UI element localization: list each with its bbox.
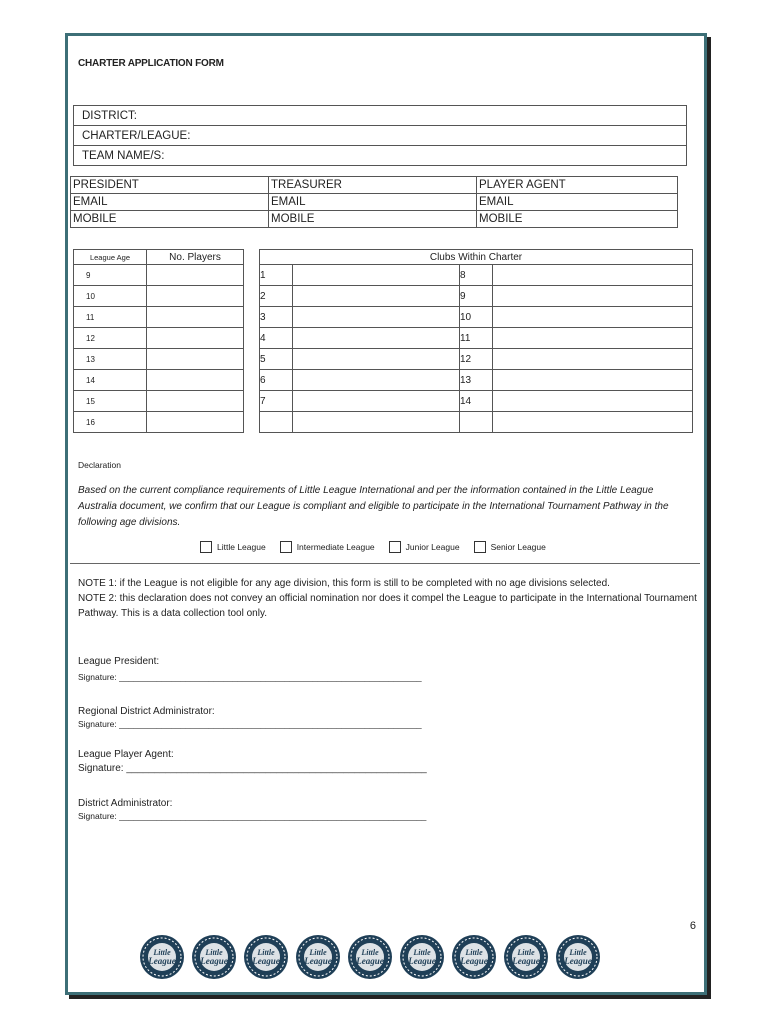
checkbox-label: Junior League	[405, 542, 460, 552]
club-number: 12	[460, 349, 493, 370]
players-input-cell[interactable]	[147, 391, 244, 412]
player-agent-field[interactable]: PLAYER AGENT	[477, 177, 678, 194]
club-row	[260, 286, 693, 307]
checkbox-icon[interactable]	[200, 541, 212, 553]
club-name-input[interactable]	[293, 286, 460, 307]
sig-league-president	[78, 656, 422, 682]
note-1: NOTE 1: if the League is not eligible for any age division, this form is still to be completed with no age divisions selected.	[78, 578, 610, 589]
declaration-text: Based on the current compliance requirements of Little League International and per the information contained in the Little League Australia document, we confirm that our League is compliant and eligible to participate in the International Tournament Pathway in the following age divisions.	[78, 485, 669, 528]
league-age-table	[73, 249, 244, 433]
club-number: 6	[260, 370, 293, 391]
sig-label: League Player Agent:	[78, 749, 174, 760]
junior-league-checkbox[interactable]	[389, 541, 460, 553]
age-row	[74, 370, 244, 391]
little-league-logo	[554, 933, 602, 981]
club-row	[260, 265, 693, 286]
svg-text:Little: Little	[361, 948, 379, 957]
club-name-input[interactable]	[493, 349, 693, 370]
president-email-field[interactable]: EMAIL	[71, 194, 269, 211]
divider	[70, 563, 700, 564]
checkbox-label: Senior League	[490, 542, 546, 552]
age-row	[74, 391, 244, 412]
svg-text:Little: Little	[257, 948, 275, 957]
club-number: 9	[460, 286, 493, 307]
club-name-input[interactable]	[293, 370, 460, 391]
player-agent-mobile-field[interactable]: MOBILE	[477, 211, 678, 228]
clubs-header: Clubs Within Charter	[260, 250, 693, 265]
club-name-input[interactable]	[493, 391, 693, 412]
club-row	[260, 370, 693, 391]
notes	[78, 576, 698, 621]
president-mobile-field[interactable]: MOBILE	[71, 211, 269, 228]
league-age-header: League Age	[74, 250, 147, 265]
checkbox-icon[interactable]	[280, 541, 292, 553]
age-cell: 13	[74, 349, 147, 370]
signature-line[interactable]: Signature: ______________________________________________________	[78, 763, 427, 774]
little-league-logo	[138, 933, 186, 981]
svg-text:League: League	[200, 956, 228, 966]
intermediate-league-checkbox[interactable]	[280, 541, 375, 553]
club-number: 1	[260, 265, 293, 286]
players-input-cell[interactable]	[147, 286, 244, 307]
signature-line[interactable]: Signature: _________________________________________________________________	[78, 811, 427, 821]
sig-league-player-agent	[78, 749, 427, 774]
club-number: 5	[260, 349, 293, 370]
note-2: NOTE 2: this declaration does not convey an official nomination nor does it compel the League to participate in the International Tournament Pathway. This is a data collection tool only.	[78, 593, 697, 619]
age-row	[74, 412, 244, 433]
svg-text:Little: Little	[465, 948, 483, 957]
club-number	[260, 412, 293, 433]
little-league-logo	[346, 933, 394, 981]
club-name-input[interactable]	[293, 349, 460, 370]
president-field[interactable]: PRESIDENT	[71, 177, 269, 194]
players-input-cell[interactable]	[147, 349, 244, 370]
age-row	[74, 328, 244, 349]
club-number: 8	[460, 265, 493, 286]
svg-text:Little: Little	[413, 948, 431, 957]
senior-league-checkbox[interactable]	[474, 541, 546, 553]
club-name-input[interactable]	[493, 286, 693, 307]
club-name-input[interactable]	[493, 265, 693, 286]
svg-text:Little: Little	[153, 948, 171, 957]
club-name-input[interactable]	[293, 265, 460, 286]
treasurer-email-field[interactable]: EMAIL	[269, 194, 477, 211]
little-league-logo	[190, 933, 238, 981]
club-row	[260, 412, 693, 433]
declaration-title: Declaration	[78, 460, 121, 470]
age-cell: 15	[74, 391, 147, 412]
svg-text:League: League	[148, 956, 176, 966]
club-row	[260, 328, 693, 349]
sig-district-administrator	[78, 798, 426, 821]
age-division-checkboxes	[200, 541, 560, 553]
no-players-header: No. Players	[147, 250, 244, 265]
svg-text:Little: Little	[205, 948, 223, 957]
treasurer-mobile-field[interactable]: MOBILE	[269, 211, 477, 228]
svg-text:League: League	[252, 956, 280, 966]
signature-line[interactable]: Signature: ________________________________________________________________	[78, 719, 422, 729]
club-number: 10	[460, 307, 493, 328]
form-page	[65, 33, 707, 995]
little-league-logo	[242, 933, 290, 981]
svg-text:Little: Little	[569, 948, 587, 957]
sig-regional-district-admin	[78, 706, 422, 729]
svg-text:League: League	[564, 956, 592, 966]
age-cell: 14	[74, 370, 147, 391]
club-name-input[interactable]	[293, 412, 460, 433]
checkbox-label: Intermediate League	[296, 542, 375, 552]
officials-table	[70, 176, 678, 228]
players-input-cell[interactable]	[147, 265, 244, 286]
age-cell: 12	[74, 328, 147, 349]
club-number: 11	[460, 328, 493, 349]
district-field[interactable]: DISTRICT:	[74, 106, 687, 126]
age-row	[74, 265, 244, 286]
district-table	[73, 105, 687, 166]
page-number: 6	[689, 920, 696, 932]
sig-label: Regional District Administrator:	[78, 706, 215, 717]
club-name-input[interactable]	[293, 328, 460, 349]
club-name-input[interactable]	[293, 391, 460, 412]
age-row	[74, 349, 244, 370]
sig-label: League President:	[78, 656, 160, 667]
svg-text:League: League	[512, 956, 540, 966]
players-input-cell[interactable]	[147, 307, 244, 328]
age-row	[74, 286, 244, 307]
svg-text:Little: Little	[309, 948, 327, 957]
checkbox-label: Little League	[217, 542, 266, 552]
little-league-logo	[398, 933, 446, 981]
age-cell: 9	[74, 265, 147, 286]
players-input-cell[interactable]	[147, 328, 244, 349]
svg-text:Little: Little	[517, 948, 535, 957]
age-cell: 11	[74, 307, 147, 328]
svg-text:League: League	[460, 956, 488, 966]
club-row	[260, 307, 693, 328]
club-number	[460, 412, 493, 433]
age-cell: 10	[74, 286, 147, 307]
svg-text:League: League	[408, 956, 436, 966]
club-number: 4	[260, 328, 293, 349]
clubs-table	[259, 249, 693, 433]
signature-line[interactable]: Signature: ________________________________________________________________	[78, 672, 422, 682]
checkbox-icon[interactable]	[474, 541, 486, 553]
players-input-cell[interactable]	[147, 370, 244, 391]
svg-text:League: League	[356, 956, 384, 966]
club-number: 7	[260, 391, 293, 412]
players-input-cell[interactable]	[147, 412, 244, 433]
charter-league-field[interactable]: CHARTER/LEAGUE:	[74, 126, 687, 146]
age-row	[74, 307, 244, 328]
age-cell: 16	[74, 412, 147, 433]
club-name-input[interactable]	[493, 370, 693, 391]
club-number: 2	[260, 286, 293, 307]
little-league-logo	[294, 933, 342, 981]
team-names-field[interactable]: TEAM NAME/S:	[74, 146, 687, 166]
little-league-logo	[502, 933, 550, 981]
svg-text:League: League	[304, 956, 332, 966]
club-number: 13	[460, 370, 493, 391]
sig-label: District Administrator:	[78, 798, 173, 809]
logo-strip	[138, 933, 602, 981]
club-number: 14	[460, 391, 493, 412]
little-league-checkbox[interactable]	[200, 541, 266, 553]
club-name-input[interactable]	[493, 328, 693, 349]
club-row	[260, 391, 693, 412]
treasurer-field[interactable]: TREASURER	[269, 177, 477, 194]
club-name-input[interactable]	[293, 307, 460, 328]
form-title: CHARTER APPLICATION FORM	[78, 58, 224, 69]
player-agent-email-field[interactable]: EMAIL	[477, 194, 678, 211]
club-name-input[interactable]	[493, 307, 693, 328]
club-name-input[interactable]	[493, 412, 693, 433]
checkbox-icon[interactable]	[389, 541, 401, 553]
little-league-logo	[450, 933, 498, 981]
club-row	[260, 349, 693, 370]
club-number: 3	[260, 307, 293, 328]
